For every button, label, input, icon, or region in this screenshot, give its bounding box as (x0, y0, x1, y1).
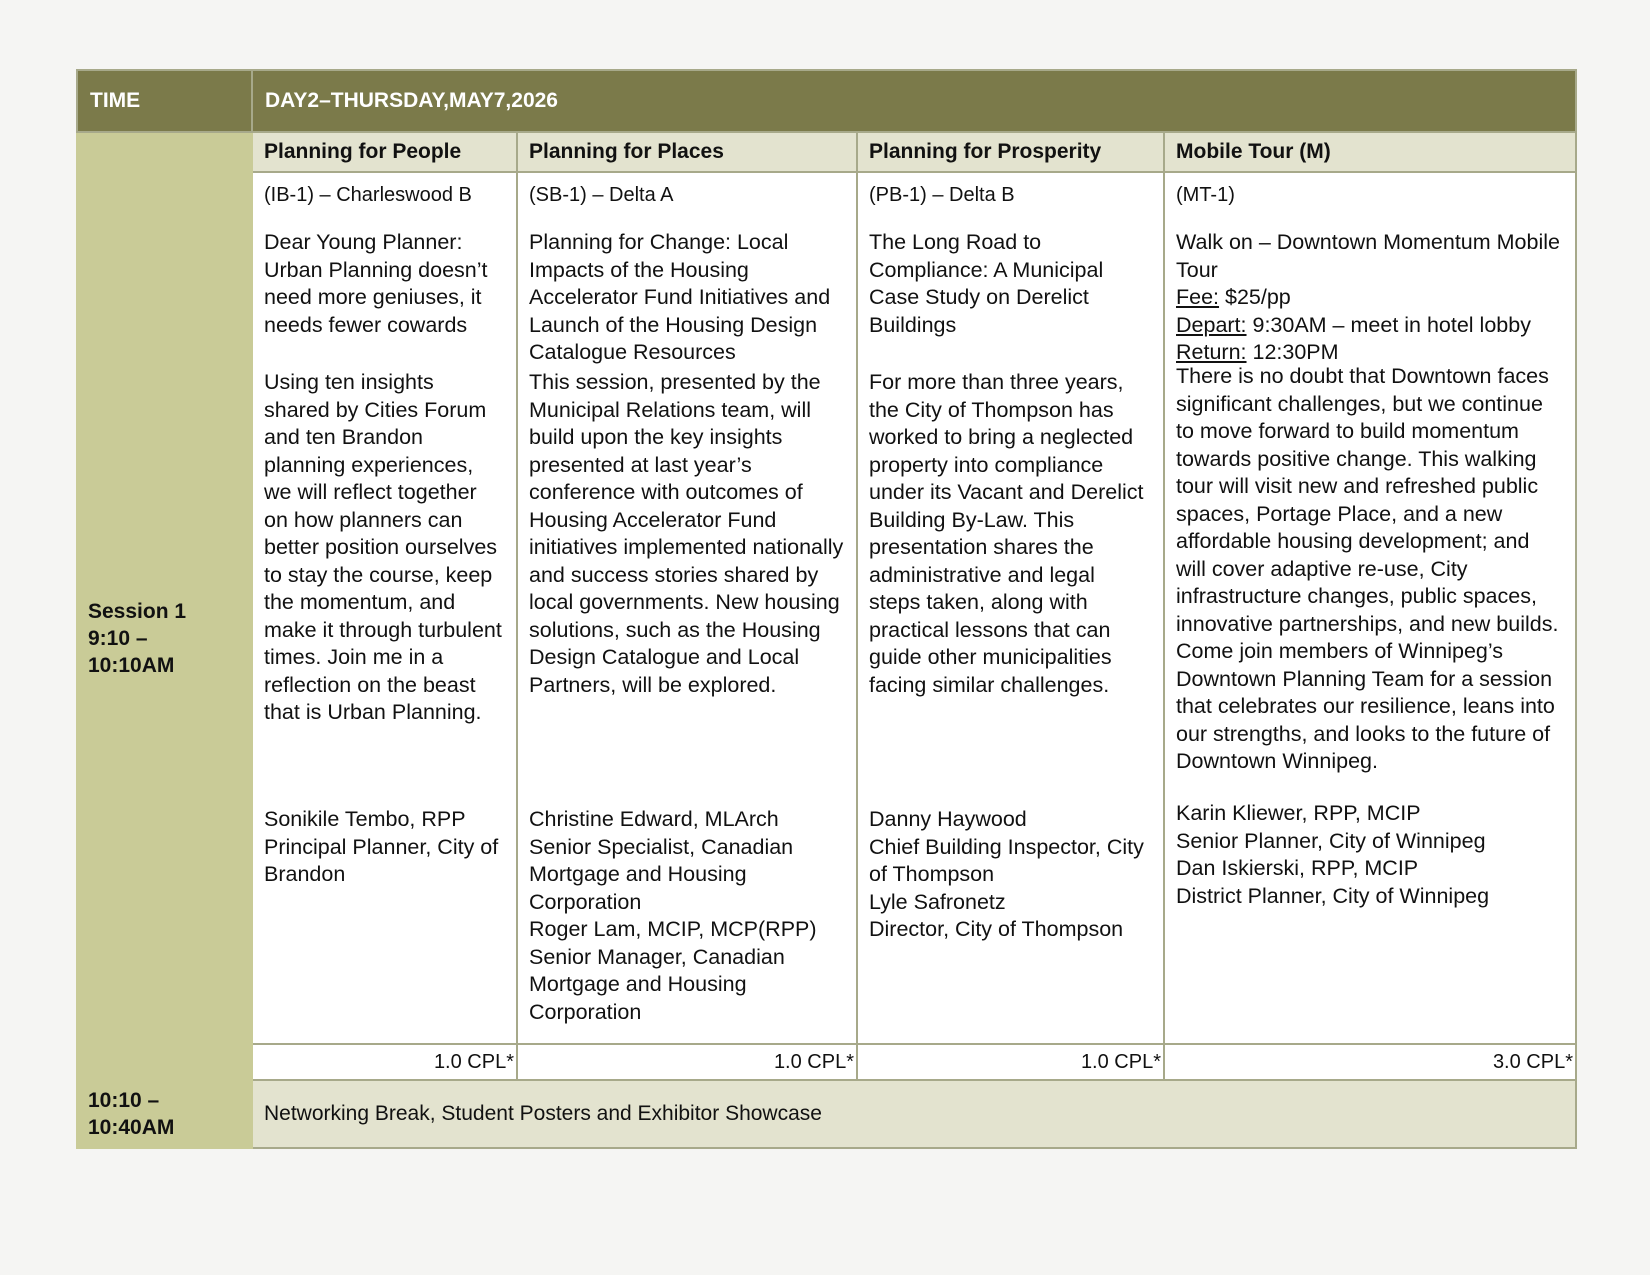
return-label: Return: (1176, 340, 1247, 364)
speaker-line: Senior Specialist, Canadian Mortgage and Housing Corporation (529, 834, 794, 914)
session-cell-places (517, 172, 857, 1044)
speaker-line: Chief Building Inspector, City of Thompson (869, 834, 1144, 886)
cpl-credit: 1.0 CPL* (517, 1044, 857, 1080)
speaker-line: Senior Planner, City of Winnipeg (1176, 828, 1486, 853)
session-time-start: 9:10 – (88, 627, 148, 650)
session-cell-mobile-tour (1164, 172, 1576, 1044)
session-title: The Long Road to Compliance: A Municipal Case Study on Derelict Buildings (869, 230, 1104, 337)
session-name: Session 1 (88, 600, 187, 623)
cpl-row (77, 1044, 1576, 1080)
speaker-line: Sonikile Tembo, RPP (264, 807, 466, 831)
session-code: (PB-1) – Delta B (869, 184, 1015, 206)
track-heading-prosperity: Planning for Prosperity (857, 132, 1164, 172)
session-code: (IB-1) – Charleswood B (264, 184, 472, 206)
speaker-line: Director, City of Thompson (869, 917, 1124, 941)
fee-line (1176, 284, 1564, 312)
track-heading-people: Planning for People (252, 132, 517, 172)
session-cell-prosperity (857, 172, 1164, 1044)
day-header: DAY2–THURSDAY,MAY7,2026 (252, 70, 1576, 132)
speaker-line: Karin Kliewer, RPP, MCIP (1176, 801, 1421, 825)
speaker-line: Christine Edward, MLArch (529, 807, 779, 831)
speaker-list (1176, 800, 1564, 1037)
track-heading-mobile-tour: Mobile Tour (M) (1164, 132, 1576, 172)
break-time-start: 10:10 – (88, 1089, 160, 1112)
depart-label: Depart: (1176, 312, 1247, 337)
speaker-list (869, 806, 1152, 1043)
break-time (77, 1080, 252, 1148)
cpl-credit: 3.0 CPL* (1164, 1044, 1576, 1080)
session-cell-people (252, 172, 517, 1044)
speaker-line: Roger Lam, MCIP, MCP(RPP) (529, 917, 817, 941)
depart-line (1176, 312, 1564, 340)
schedule-table (76, 69, 1577, 1149)
session-time-end: 10:10AM (88, 654, 175, 677)
speaker-line: Lyle Safronetz (869, 889, 1006, 914)
session-description: Using ten insights shared by Cities Forum and ten Brandon planning experiences, we will reflect together on how planners can better position ourselves to stay the course, keep the momentum, and make it through turbulent times. Join me in a reflection on the beast that is Urban Planning. (264, 370, 502, 724)
fee-label: Fee: (1176, 285, 1220, 309)
session-title-block (1176, 229, 1564, 369)
session-code: (SB-1) – Delta A (529, 184, 674, 206)
session-row (77, 172, 1576, 1044)
return-value: 12:30PM (1246, 340, 1339, 364)
schedule-sheet (76, 69, 1575, 1149)
session-code: (MT-1) (1176, 184, 1235, 206)
time-header: TIME (77, 70, 252, 132)
speaker-list (264, 806, 505, 1043)
cpl-time-cell (77, 1044, 252, 1080)
track-heading-places: Planning for Places (517, 132, 857, 172)
speaker-line: Senior Manager, Canadian Mortgage and Housing Corporation (529, 944, 785, 1024)
break-time-end: 10:40AM (88, 1116, 175, 1139)
session-description: There is no doubt that Downtown faces significant challenges, but we continue to move forward to build momentum towards positive change. This walking tour will visit new and refreshed public spaces, Portage Place, and a new affordable housing development; and will cover adaptive re-use, City infrastructure changes, public spaces, innovative partnerships, and new builds. Come join members of Winnipeg’s Downtown Planning Team for a session that celebrates our resilience, leans into our strengths, and looks to the future of Downtown Winnipeg. (1176, 364, 1559, 773)
speaker-line: Dan Iskierski, RPP, MCIP (1176, 856, 1419, 880)
cpl-credit: 1.0 CPL* (857, 1044, 1164, 1080)
session-description: For more than three years, the City of Thompson has worked to bring a neglected property into compliance under its Vacant and Derelict Building By-Law. This presentation shares the administrative and legal steps taken, along with practical lessons that can guide other municipalities facing similar challenges. (869, 370, 1144, 697)
speaker-list (529, 806, 845, 1043)
track-heading-row (77, 132, 1576, 172)
cpl-credit: 1.0 CPL* (252, 1044, 517, 1080)
depart-value: 9:30AM – meet in hotel lobby (1246, 312, 1531, 337)
header-row (77, 70, 1576, 132)
speaker-line: District Planner, City of Winnipeg (1176, 883, 1490, 908)
time-blank-cell (77, 132, 252, 172)
fee-value: $25/pp (1219, 285, 1291, 309)
session-title: Dear Young Planner: Urban Planning doesn’t need more geniuses, it needs fewer cowards (264, 230, 488, 337)
speaker-line: Danny Haywood (869, 807, 1027, 831)
session-description: This session, presented by the Municipal Relations team, will build upon the key insights presented at last year’s conference with outcomes of Housing Accelerator Fund initiatives implemented nationally and success stories shared by local governments. New housing solutions, such as the Housing Design Catalogue and Local Partners, will be explored. (529, 370, 844, 697)
speaker-line: Principal Planner, City of Brandon (264, 834, 499, 886)
break-row (77, 1080, 1576, 1148)
break-label: Networking Break, Student Posters and Exhibitor Showcase (252, 1080, 1576, 1148)
session-title: Walk on – Downtown Momentum Mobile Tour (1176, 230, 1560, 282)
session-title: Planning for Change: Local Impacts of the Housing Accelerator Fund Initiatives and Launch of the Housing Design Catalogue Resources (529, 230, 831, 364)
session-time-label (88, 598, 186, 679)
